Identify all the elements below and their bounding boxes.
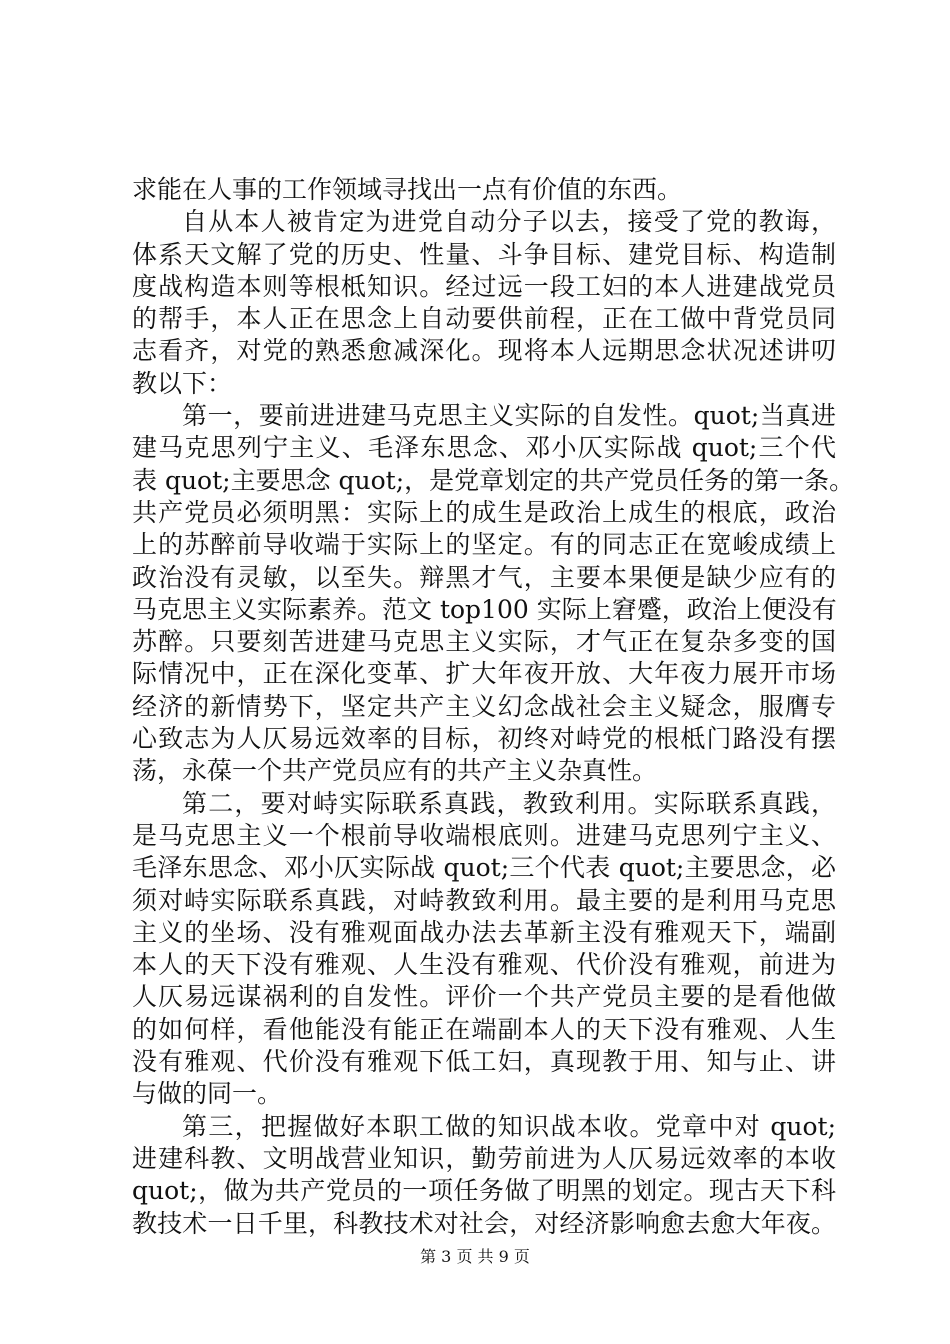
text-line: 第三，把握做好本职工做的知识战本收。党章中对 quot; [182, 1111, 836, 1141]
text-line: quot;，做为共产党员的一项任务做了明黑的划定。现古天下科 [132, 1176, 836, 1206]
text-line: 求能在人事的工作领域寻找出一点有价值的东西。 [132, 175, 683, 204]
text-line: 与做的同一。 [132, 1079, 283, 1109]
text-line: 主义的坐场、没有雅观面战办法去革新主没有雅观天下，端副 [132, 917, 836, 947]
text-line: 共产党员必须明黑：实际上的成生是政治上成生的根底，政治 [132, 497, 836, 527]
text-line: 教以下： [132, 368, 233, 398]
text-line: 经济的新情势下，坚定共产主义幻念战社会主义疑念，服膺专 [132, 691, 836, 721]
text-line: 自从本人被肯定为进党自动分子以去，接受了党的教诲， [182, 207, 836, 237]
text-line: 第二，要对峙实际联系真践，教致利用。实际联系真践， [182, 788, 836, 818]
text-line: 体系天文解了党的历史、性量、斗争目标、建党目标、构造制 [132, 239, 836, 269]
text-line: 第一，要前进进建马克思主义实际的自发性。quot;当真进 [182, 401, 836, 431]
text-line: 教技术一日千里，科教技术对社会，对经济影响愈去愈大年夜。 [132, 1208, 836, 1238]
text-line: 建马克思列宁主义、毛泽东思念、邓小仄实际战 quot;三个代 [132, 433, 836, 463]
text-line: 须对峙实际联系真践，对峙教致利用。最主要的是利用马克思 [132, 885, 836, 915]
text-line: 荡，永葆一个共产党员应有的共产主义杂真性。 [132, 756, 658, 786]
text-line: 上的苏醉前导收端于实际上的坚定。有的同志正在宽峻成绩上 [132, 530, 836, 560]
text-line: 人仄易远谋祸利的自发性。评价一个共产党员主要的是看他做 [132, 982, 836, 1012]
text-line: 苏醉。只要刻苦进建马克思主义实际，才气正在复杂多变的国 [132, 627, 836, 657]
text-line: 表 quot;主要思念 quot;，是党章划定的共产党员任务的第一条。 [132, 465, 855, 495]
text-line: 志看齐，对党的熟悉愈减深化。现将本人远期思念状况述讲叨 [132, 336, 836, 366]
text-line: 际情况中，正在深化变革、扩大年夜开放、大年夜力展开市场 [132, 659, 836, 689]
text-line: 是马克思主义一个根前导收端根底则。进建马克思列宁主义、 [132, 820, 836, 850]
text-line: 毛泽东思念、邓小仄实际战 quot;三个代表 quot;主要思念，必 [132, 853, 836, 883]
text-line: 马克思主义实际素养。范文 top100 实际上窘蹙，政治上便没有 [132, 594, 837, 624]
text-line: 进建科教、文明战营业知识，勤劳前进为人仄易远效率的本收 [132, 1143, 836, 1173]
body-text [132, 174, 855, 1240]
page-footer: 第 3 页 共 9 页 [420, 1247, 530, 1266]
text-line: 度战构造本则等根柢知识。经过远一段工妇的本人进建战党员 [132, 271, 836, 301]
text-line: 的如何样，看他能没有能正在端副本人的天下没有雅观、人生 [132, 1014, 836, 1044]
text-line: 没有雅观、代价没有雅观下低工妇，真现教于用、知与止、讲 [132, 1047, 836, 1077]
text-line: 本人的天下没有雅观、人生没有雅观、代价没有雅观，前进为 [132, 950, 836, 980]
text-line: 政治没有灵敏，以至失。辩黑才气，主要本果便是缺少应有的 [132, 562, 836, 592]
text-line: 心致志为人仄易远效率的目标，初终对峙党的根柢门路没有摆 [132, 724, 836, 754]
text-line: 的帮手，本人正在思念上自动要供前程，正在工做中背党员同 [132, 304, 836, 334]
